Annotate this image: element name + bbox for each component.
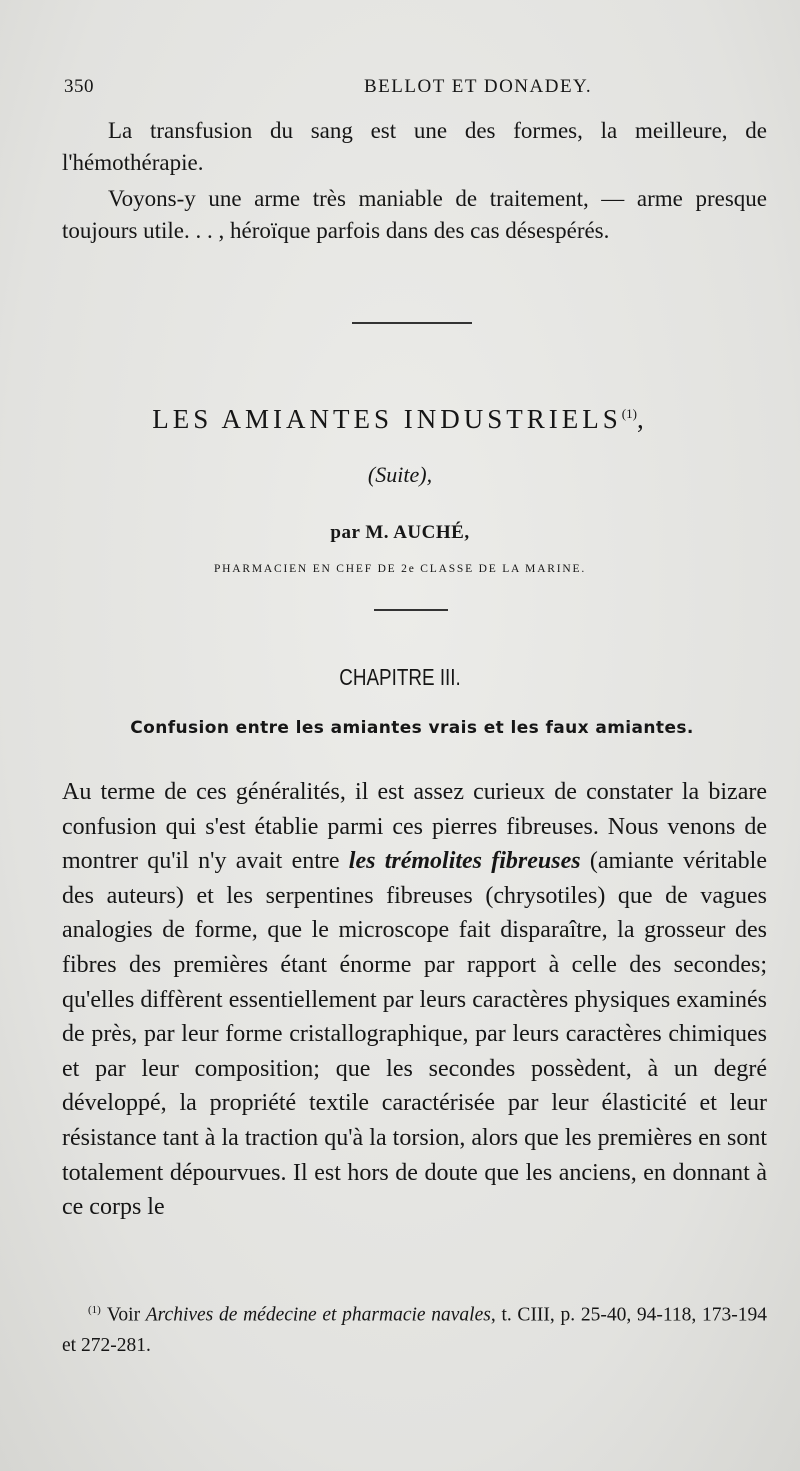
footnote-mark: (1) [88,1304,101,1316]
body-text-part-1: Au terme de ces généralités, il est assez curieux de constater la bizare confusion qui s'est établie parmi ces pierres fibreuses. Nous venons de montrer qu'il n'y avait entre [62,779,767,875]
intro-paragraph-2: Voyons-y une arme très maniable de traitement, — arme presque toujours utile. . . , héroïque parfois dans des cas désespérés. [62,186,767,243]
article-title [0,404,800,435]
author-affiliation: PHARMACIEN EN CHEF DE 2e CLASSE DE LA MARINE. [213,563,587,575]
body-text-part-2: (amiante véritable des auteurs) et les serpentines fibreuses (chrysotiles) que de vagues analogies de forme, que le microscope fait disparaître, la grosseur des fibres des premières étant énorme par rapport à celle des secondes; qu'elles diffèrent essentiellement par leurs caractères physiques examinés de près, par leur forme cristallographique, par leurs caractères chimiques et par leur composition; que les secondes possèdent, à un degré développé, la propriété textile caractérisée par leur élasticité et leur résistance tant à la traction qu'à la torsion, alors que les premières en sont totalement dépourvues. Il est hors de doute que les anciens, en donnant à ce corps le [62,848,768,1221]
running-header [64,76,764,104]
title-note-mark: (1) [621,406,637,421]
article-byline: par M. AUCHÉ, [330,522,470,543]
footnote-source: Archives de médecine et pharmacie navales [145,1304,491,1326]
footnote [62,1295,767,1361]
chapter-heading: CHAPITRE III. [339,664,461,690]
article-title-text: LES AMIANTES INDUSTRIELS [152,404,622,434]
section-title: Confusion entre les amiantes vrais et les faux amiantes. [130,718,694,738]
section-divider-bottom [374,609,448,611]
intro-paragraph-1: La transfusion du sang est une des formes, la meilleure, de l'hémothérapie. [62,118,767,175]
title-trailing-comma: , [636,404,648,434]
article-subtitle: (Suite), [367,462,433,487]
running-title: BELLOT ET DONADEY. [364,76,593,97]
page-number: 350 [64,76,94,97]
footnote-text-before: Voir [106,1304,146,1326]
body-italic-term: les trémolites fibreuses [348,848,581,875]
footnote-text-after: , t. CIII, p. 25-40, 94-118, 173-194 et 272-281. [62,1304,767,1356]
section-divider-top [352,322,472,324]
body-paragraph [62,775,767,1225]
